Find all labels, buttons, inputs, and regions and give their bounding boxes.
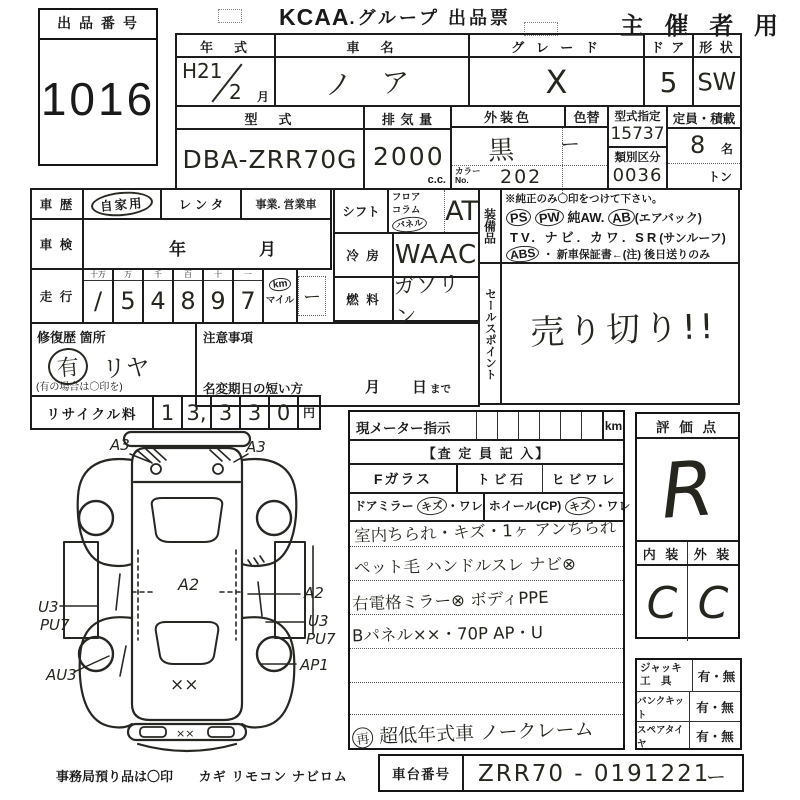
type-designation-label: 型式指定 [614,111,661,123]
meter-row [350,412,623,441]
shift-column: コラム [391,205,421,216]
model-cell [175,105,365,190]
type-designation-value: 15737 [609,124,666,148]
lot-number-value: 1016 [40,73,156,125]
equip-aw: 純AW. [567,210,605,225]
shape-cell [692,33,742,107]
sales-point-label: セールスポイント [478,262,502,405]
footer-items: カギ リモコン ナビロム [198,769,348,784]
title-text: .グループ 出品票 [349,8,511,28]
class-number-value: 0036 [612,165,663,186]
mileage-digit-cell: 十万 / [82,268,114,324]
stone-label: ト ビ 石 [458,465,543,492]
meter-cell [518,412,539,439]
rename-label: 名変期日の短い方 [203,382,304,396]
damage-code-pu7-left: PU7 [40,616,70,634]
damage-code-u3-left: U3 [38,598,59,616]
career-label: 車 歴 [39,198,75,212]
shift-panel: パネル [391,215,427,234]
model-value: DBA-ZRR70G [182,144,358,174]
spare-value: 有・無 [696,729,734,744]
mileage-digit-cell: 百 8 [172,268,204,324]
recycle-digit: 0 [268,395,299,430]
sheet-title [245,2,545,32]
mileage-unit-cell [262,268,298,324]
shift-options [389,190,445,232]
glass-label: Fガラス [350,465,458,492]
assessor-note-4: Bパネル××・70P AP・U [351,623,544,646]
sales-point-value: 売り切り!! [529,306,719,354]
evaluation-score: R [658,443,717,536]
year-month: 2 [229,80,242,104]
meter-unit: km [602,412,623,439]
capacity-label: 定員・積載 [668,107,740,129]
equip-pw: PW [534,208,565,228]
year-label: 年 式 [177,35,274,58]
assessor-note-3: 右電格ミラー⊗ ボディPPE [351,587,549,614]
equip-kawa: カワ. [589,230,629,245]
evaluation-box [635,412,740,639]
note-rule [350,546,623,547]
recycle-digit: 1 [152,395,183,430]
wheel-kizu-mark: キズ [564,495,595,516]
note-rule [350,648,623,649]
glass-row [350,465,623,494]
mileage-digit-cell: 一 7 [232,268,264,324]
equip-ps: PS [505,208,532,228]
organizer-label: 主 催 者 用 [620,13,786,40]
year-value: H21 [182,59,223,83]
rename-made: まで [430,383,451,395]
puncture-label: パンクキット [637,692,690,721]
shift-value: AT [445,195,478,227]
bottom-note-mark: 再 [351,726,375,750]
ac-value: WAAC [394,240,478,270]
assessor-note-1: 室内ちられ・キズ・1ヶ アンちられ [353,517,617,546]
car-damage-diagram [34,424,346,760]
model-label: 型 式 [177,107,363,130]
inspection-label: 車 検 [39,238,75,252]
dotted-artifact-left [218,9,242,23]
jack-row [637,660,740,692]
meter-cell [476,412,497,439]
color-change-label: 色替 [573,110,600,125]
door-cell [643,33,694,107]
mirror-ware: ・ワレ [446,499,483,513]
capacity-cell [666,105,742,190]
color-no-value: 202 [500,166,543,188]
grade-cell [468,33,645,107]
type-designation-cell [607,105,668,190]
career-private-cell [82,188,162,220]
meter-cell [539,412,560,439]
fuel-row [333,272,480,331]
recycle-label: リサイクル料 [46,406,138,422]
exterior-color-value: 黒 [487,135,515,167]
inspection-value-cell [82,218,332,270]
mirror-cell [350,494,485,520]
mileage-label-cell [30,268,84,324]
exterior-score: C [697,578,729,629]
assessor-bottom-note: 再 超低年式車 ノークレーム [352,713,623,749]
repair-note: リヤ [101,353,151,383]
equipment-label: 装備品 [478,188,502,264]
sales-point-box [500,262,740,405]
ac-label: 冷 房 [335,234,394,276]
exterior-color-cell [450,105,609,190]
mileage-digit-cell: 十 9 [202,268,234,324]
career-business: 事業. 営業車 [240,188,332,220]
car-name-cell [274,33,470,107]
class-number-label: 類別区分 [614,152,661,164]
km-mark: km [268,277,292,292]
interior-score: C [637,566,688,641]
mileage-label: 走 行 [39,290,75,304]
equip-tv: TV. [510,230,539,245]
wheel-ware: ・ワレ [594,499,631,513]
chassis-value: ZRR70 - 0191221 [478,761,711,787]
equip-ab-note: (エアバック) [634,211,702,225]
jack-label: ジャッキ 工 具 [637,660,693,691]
equip-sr-note: (サンルーフ) [659,231,726,245]
displacement-cell [363,105,452,190]
meter-cell [581,412,602,439]
shift-row [333,188,480,234]
fuel-label: 燃 料 [335,278,394,320]
caution-label: 注意事項 [203,331,254,345]
lot-number-box [38,8,158,166]
interior-exterior-values [637,566,738,641]
load-unit: トン [707,170,732,184]
brand-logo: KCAA [278,3,350,30]
door-label: ド ア [645,35,692,58]
assessor-note-2: ペット毛 ハンドルスレ ナビ⊗ [353,554,577,578]
mileage-digit-cell: 万 5 [112,268,144,324]
mileage-digit-cell: 千 4 [142,268,174,324]
mile-label: マイル [265,295,295,306]
equipment-line2 [502,226,738,246]
equip-ab: AB [607,208,635,228]
inspection-month-unit: 月 [259,240,276,259]
month-unit: 月 [256,90,269,104]
repair-history-cell [30,322,197,397]
career-rental: レ ン タ [160,188,242,220]
puncture-value: 有・無 [696,700,734,715]
mile-value-cell [298,276,326,316]
damage-code-a2-right: A2 [304,584,324,602]
mirror-kizu-mark: キズ [416,495,447,516]
chassis-suffix: ー [706,765,726,789]
color-no-label: カラー No. [455,166,481,185]
evaluation-label: 評 価 点 [637,414,738,439]
wheel-label: ホイール(CP) [488,499,562,513]
repair-label: 修復歴 箇所 [37,330,106,345]
rename-month: 月 [365,379,381,396]
equipment-box [500,188,740,264]
spare-row [637,722,740,749]
capacity-unit: 名 [720,142,733,156]
meter-cell [560,412,581,439]
note-rule [350,580,623,581]
rename-day: 日 [412,379,428,396]
damage-code-pu7-right: PU7 [306,630,336,648]
career-label-cell [30,188,84,220]
meter-cell [497,412,518,439]
recycle-digit: 3 [239,395,270,430]
equip-navi: ナビ. [544,230,584,245]
fuel-value: ガソリン [393,272,460,331]
capacity-value: 8 [690,131,706,159]
damage-code-xx-gate: ×× [170,675,199,695]
meter-label: 現メーター指示 [356,421,451,436]
inspection-label-cell [30,218,84,270]
mirror-label: ドアミラー [354,499,414,513]
displacement-unit: c.c. [427,174,446,186]
note-rule [350,682,623,683]
repair-mark: 有 [46,346,89,386]
equipment-line3 [502,246,738,262]
repair-hint: (有の場合は〇印を) [36,382,123,393]
spare-label: スペアタイヤ [637,722,690,749]
accessories-box [635,658,742,750]
inspection-year-unit: 年 [169,240,186,259]
chassis-row [378,754,744,792]
color-change-value: ー [560,132,580,156]
recycle-digit: 3, [181,395,212,430]
damage-code-ap1-right: AP1 [300,656,329,674]
car-name-value: ノ ア [324,65,421,102]
lot-number-label: 出 品 番 号 [40,10,156,40]
assessor-section-title: 【査 定 員 記 入】 [350,441,623,465]
displacement-value: 2000 [373,142,445,171]
shape-value: SW [697,67,737,97]
interior-label: 内 装 [637,542,688,564]
year-cell [175,33,276,107]
shape-label: 形 状 [694,35,740,58]
equipment-note: ※純正のみ〇印をつけて下さい。 [505,193,663,205]
door-value: 5 [659,65,678,99]
damage-code-a3-right: A3 [246,438,266,456]
displacement-label: 排 気 量 [365,107,450,130]
recycle-digit: 3 [210,395,241,430]
mile-value: ー [303,287,321,308]
crack-label: ヒ ビ ワ レ [551,472,615,487]
equip-sr: SR [635,230,660,245]
damage-code-u3-right: U3 [308,612,329,630]
chassis-label: 車台番号 [380,756,464,790]
recycle-unit: 円 [297,395,321,430]
equipment-line1 [502,206,738,226]
exterior-label: 外 装 [693,546,733,562]
grade-value: X [545,63,568,101]
grade-label: グ レ ー ド [470,35,643,58]
puncture-row [637,692,740,722]
interior-exterior-header [637,540,738,566]
shift-label: シフト [335,190,389,232]
damage-code-au3-left: AU3 [46,666,77,684]
career-private: 自家用 [90,189,153,218]
equip-abs: ABS [505,244,540,263]
note-rule [350,614,623,615]
equip-warranty: ・ 新車保証書←(注) 後日送りのみ [542,249,711,261]
damage-code-a3-left: A3 [110,436,130,454]
jack-value: 有・無 [697,669,736,684]
damage-code-xx-bumper: ×× [176,727,195,740]
exterior-color-label: 外装色 [452,107,566,126]
damage-code-a2-center: A2 [178,575,200,594]
shift-floor: フロア [391,192,421,203]
car-name-label: 車 名 [276,35,468,58]
footer-note: 事務局預り品は〇印 カギ リモコン ナビロム [56,769,348,784]
